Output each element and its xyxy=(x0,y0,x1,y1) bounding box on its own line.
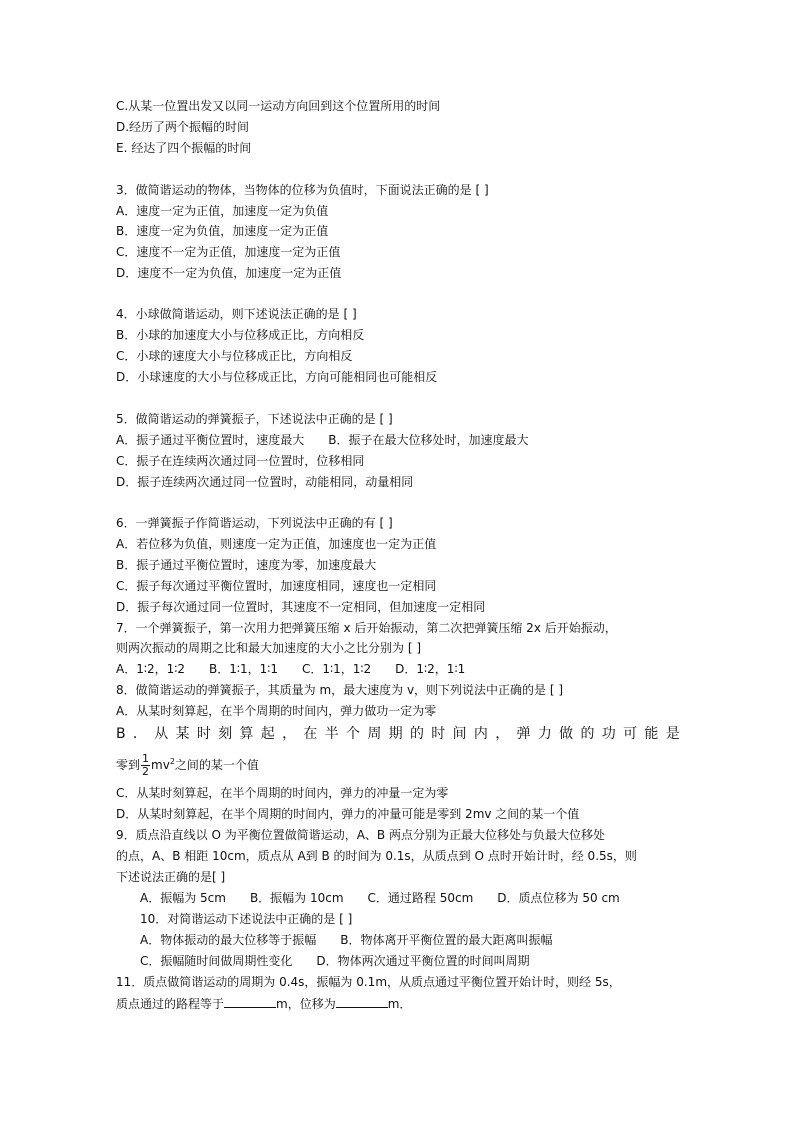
question-3-option-d: D．速度不一定为负值，加速度一定为正值 xyxy=(116,266,342,280)
option-b-char: 时 xyxy=(196,726,211,742)
option-b-char: 半 xyxy=(324,726,339,742)
option-b-char: 的 xyxy=(580,726,595,742)
question-5-options-ab: A．振子通过平衡位置时，速度最大 B．振子在最大位移处时，加速度最大 xyxy=(116,433,529,447)
question-4-option-c: C．小球的速度大小与位移成正比，方向相反 xyxy=(116,349,353,363)
question-6-option-d: D．振子每次通过同一位置时，其速度不一定相同，但加速度一定相同 xyxy=(116,600,486,614)
option-e-text: E. 经达了四个振幅的时间 xyxy=(116,141,252,155)
option-d-text: D.经历了两个振幅的时间 xyxy=(116,120,250,134)
option-b-char: 周 xyxy=(367,726,382,742)
question-9-stem-line3: 下述说法正确的是[ ] xyxy=(116,870,226,884)
question-9-options: A．振幅为 5cm B．振幅为 10cm C．通过路程 50cm D．质点位移为 50 cm xyxy=(140,891,620,905)
option-b-char: 间 xyxy=(452,726,467,742)
question-10-options-cd: C．振幅随时间做周期性变化 D．物体两次通过平衡位置的时间叫周期 xyxy=(140,954,530,968)
question-7-options: A．1∶2，1∶2 B．1∶1，1∶1 C．1∶1，1∶2 D．1∶2，1∶1 xyxy=(116,662,466,676)
question-7-stem-line2: 则两次振动的周期之比和最大加速度的大小之比分别为 [ ] xyxy=(116,641,421,655)
question-8-stem: 8．做简谐运动的弹簧振子，其质量为 m，最大速度为 v，则下列说法中正确的是 [ ] xyxy=(116,683,564,697)
question-4-option-d: D．小球速度的大小与位移成正比，方向可能相同也可能相反 xyxy=(116,370,438,384)
question-4-option-b: B．小球的加速度大小与位移成正比，方向相反 xyxy=(116,328,365,342)
option-b-char: 能 xyxy=(644,726,659,742)
question-11-stem: 11．质点做简谐运动的周期为 0.4s，振幅为 0.1m，从质点通过平衡位置开始计时，则经 5s， xyxy=(116,975,621,989)
question-8-option-a: A．从某时刻算起，在半个周期的时间内，弹力做功一定为零 xyxy=(116,704,437,718)
question-11-blanks-line xyxy=(116,995,411,1012)
option-b-char: 做 xyxy=(559,726,574,742)
question-3-option-c: C．速度不一定为正值，加速度一定为正值 xyxy=(116,245,341,259)
question-4-stem: 4．小球做简谐运动，则下述说法正确的是 [ ] xyxy=(116,307,357,321)
question-9-stem-line2: 的点，A、B 相距 10cm，质点从 A到 B 的时间为 0.1s，从质点到 O 点时开始计时，经 0.5s，则 xyxy=(116,849,637,863)
option-b-char: 算 xyxy=(239,726,254,742)
question-8-option-b-line2 xyxy=(116,749,259,778)
option-b-char: 可 xyxy=(623,726,638,742)
question-6-option-c: C．振子每次通过平衡位置时，加速度相同，速度也一定相同 xyxy=(116,579,437,593)
fraction-one-half: $\frac{1}{2}$ xyxy=(142,752,150,778)
option-b-char: ， xyxy=(495,726,510,742)
question-6-option-a: A．若位移为负值，则速度一定为正值，加速度也一定为正值 xyxy=(116,537,437,551)
option-b-char: 内 xyxy=(473,726,488,742)
question-10-options-ab: A．物体振动的最大位移等于振幅 B．物体离开平衡位置的最大距离叫振幅 xyxy=(140,933,553,947)
option-b-char: 刻 xyxy=(218,726,233,742)
option-b-char: 个 xyxy=(346,726,361,742)
option-b-char: 弹 xyxy=(516,726,531,742)
question-8-option-b-line1 xyxy=(116,726,680,742)
option-b-char: 在 xyxy=(303,726,318,742)
question-11-text-displacement: m，位移为 xyxy=(276,997,336,1011)
option-b-char: 功 xyxy=(601,726,616,742)
option-b-char: 时 xyxy=(431,726,446,742)
question-11-text-end: m． xyxy=(387,997,412,1011)
option-b-char: 某 xyxy=(175,726,190,742)
question-3-option-b: B．速度一定为负值，加速度一定为正值 xyxy=(116,224,329,238)
option-b-suffix: 之间的某一个值 xyxy=(174,758,259,772)
question-3-stem: 3．做简谐运动的物体，当物体的位移为负值时，下面说法正确的是 [ ] xyxy=(116,183,489,197)
question-8-option-d: D．从某时刻算起，在半个周期的时间内，弹力的冲量可能是零到 2mv 之间的某一个值 xyxy=(116,807,580,821)
option-b-prefix: 零到 xyxy=(116,758,141,772)
question-7-stem-line1: 7．一个弹簧振子，第一次用力把弹簧压缩 x 后开始振动，第二次把弹簧压缩 2x 后开始振动， xyxy=(116,621,617,635)
question-10-stem: 10．对简谐运动下述说法中正确的是 [ ] xyxy=(140,912,353,926)
option-b-char: 期 xyxy=(388,726,403,742)
option-b-char: 的 xyxy=(409,726,424,742)
option-b-char: 从 xyxy=(154,726,169,742)
question-6-option-b: B．振子通过平衡位置时，速度为零，加速度最大 xyxy=(116,558,377,572)
question-5-option-c: C．振子在连续两次通过同一位置时，位移相同 xyxy=(116,454,365,468)
question-3-option-a: A．速度一定为正值，加速度一定为负值 xyxy=(116,204,329,218)
exponent: 2 xyxy=(169,757,175,766)
question-5-option-d: D．振子连续两次通过同一位置时，动能相同，动量相同 xyxy=(116,475,414,489)
option-b-char: 力 xyxy=(537,726,552,742)
question-9-stem-line1: 9．质点沿直线以 O 为平衡位置做简谐运动，A、B 两点分别为正最大位移处与负最大位移处 xyxy=(116,828,605,842)
option-b-char: ， xyxy=(282,726,297,742)
answer-blank-displacement[interactable] xyxy=(336,995,388,1008)
question-6-stem: 6．一弹簧振子作简谐运动，下列说法中正确的有 [ ] xyxy=(116,516,393,530)
question-11-text-distance: 质点通过的路程等于 xyxy=(116,997,225,1011)
option-b-char: 是 xyxy=(665,726,680,742)
kinetic-energy-term: mv xyxy=(151,758,170,772)
option-b-char: B xyxy=(116,726,126,742)
option-b-char: 起 xyxy=(260,726,275,742)
option-c-text: C.从某一位置出发又以同一运动方向回到这个位置所用的时间 xyxy=(116,99,441,113)
question-5-stem: 5．做简谐运动的弹簧振子，下述说法中正确的是 [ ] xyxy=(116,412,393,426)
answer-blank-distance[interactable] xyxy=(224,995,276,1008)
question-8-option-c: C．从某时刻算起，在半个周期的时间内，弹力的冲量一定为零 xyxy=(116,786,449,800)
option-b-char: ． xyxy=(132,726,147,742)
